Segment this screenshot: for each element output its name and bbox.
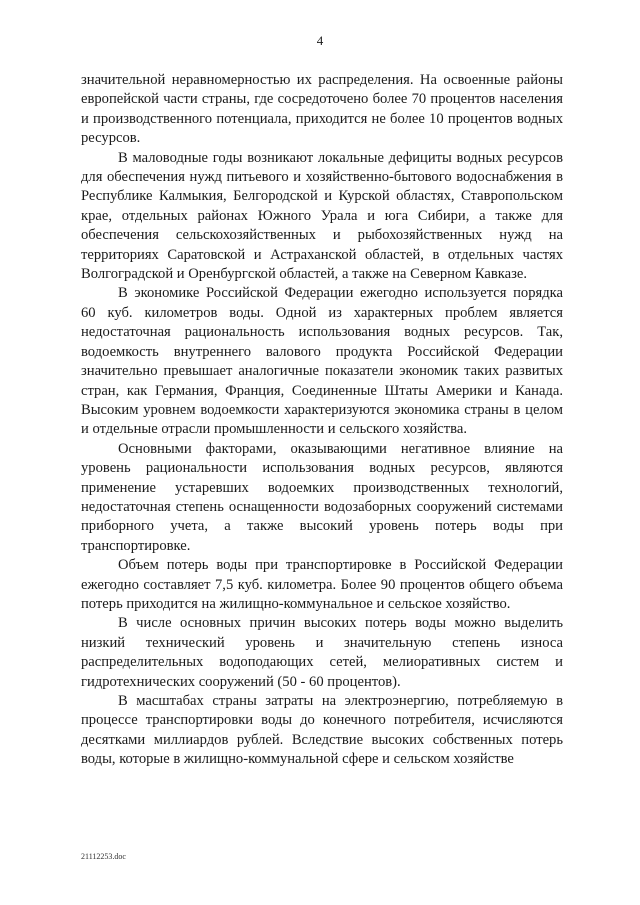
page-number: 4 [316,33,324,48]
paragraph: Объем потерь воды при транспортировке в Российской Федерации ежегодно составляет 7,5 куб. километра. Более 90 процентов общего объема потерь приходится на жилищно-коммунальное и сельское хозяйство. [81,557,563,612]
paragraph: В масштабах страны затраты на электроэнергию, потребляемую в процессе транспортировки воды до конечного потребителя, исчисляются десятками миллиардов рублей. Вследствие высоких собственных потерь воды, которые в жилищно-коммунальной сфере и сельском хозяйстве [81,693,563,768]
paragraph: В маловодные годы возникают локальные дефициты водных ресурсов для обеспечения нужд питьевого и хозяйственно-бытового водоснабжения в Республике Калмыкия, Белгородской и Курской областях, Ставропольском крае, отдельных районах Южного Урала и юга Сибири, а также для обеспечения сельскохозяйственных и рыбохозяйственных нужд на территориях Саратовской и Астраханской областей, в отдельных частях Волгоградской и Оренбургской областей, а также на Северном Кавказе. [81,149,563,283]
paragraph: В экономике Российской Федерации ежегодно используется порядка 60 куб. километров воды. Одной из характерных проблем является недостаточная рациональность использования водных ресурсов. Так, водоемкость внутреннего валового продукта Российской Федерации значительно превышает аналогичные показатели экономик таких развитых стран, как Германия, Франция, Соединенные Штаты Америки и Канада. Высоким уровнем водоемкости характеризуются экономика страны в целом и отдельные отрасли промышленности и сельского хозяйства. [81,285,563,438]
document-filename-footer: 21112253.doc [81,852,126,861]
paragraph: В числе основных причин высоких потерь воды можно выделить низкий технический уровень и значительную степень износа распределительных водоподающих сетей, мелиоративных систем и гидротехнических сооружений (50 - 60 процентов). [81,615,563,690]
paragraph-continued: значительной неравномерностью их распределения. На освоенные районы европейской части страны, где сосредоточено более 70 процентов населения и производственного потенциала, приходится не более 10 процентов водных ресурсов. [81,72,563,147]
paragraph: Основными факторами, оказывающими негативное влияние на уровень рациональности использования водных ресурсов, являются применение устаревших водоемких производственных технологий, недостаточная степень оснащенности водозаборных сооружений системами приборного учета, а также высокий уровень потерь воды при транспортировке. [81,440,563,554]
document-body [81,71,563,770]
